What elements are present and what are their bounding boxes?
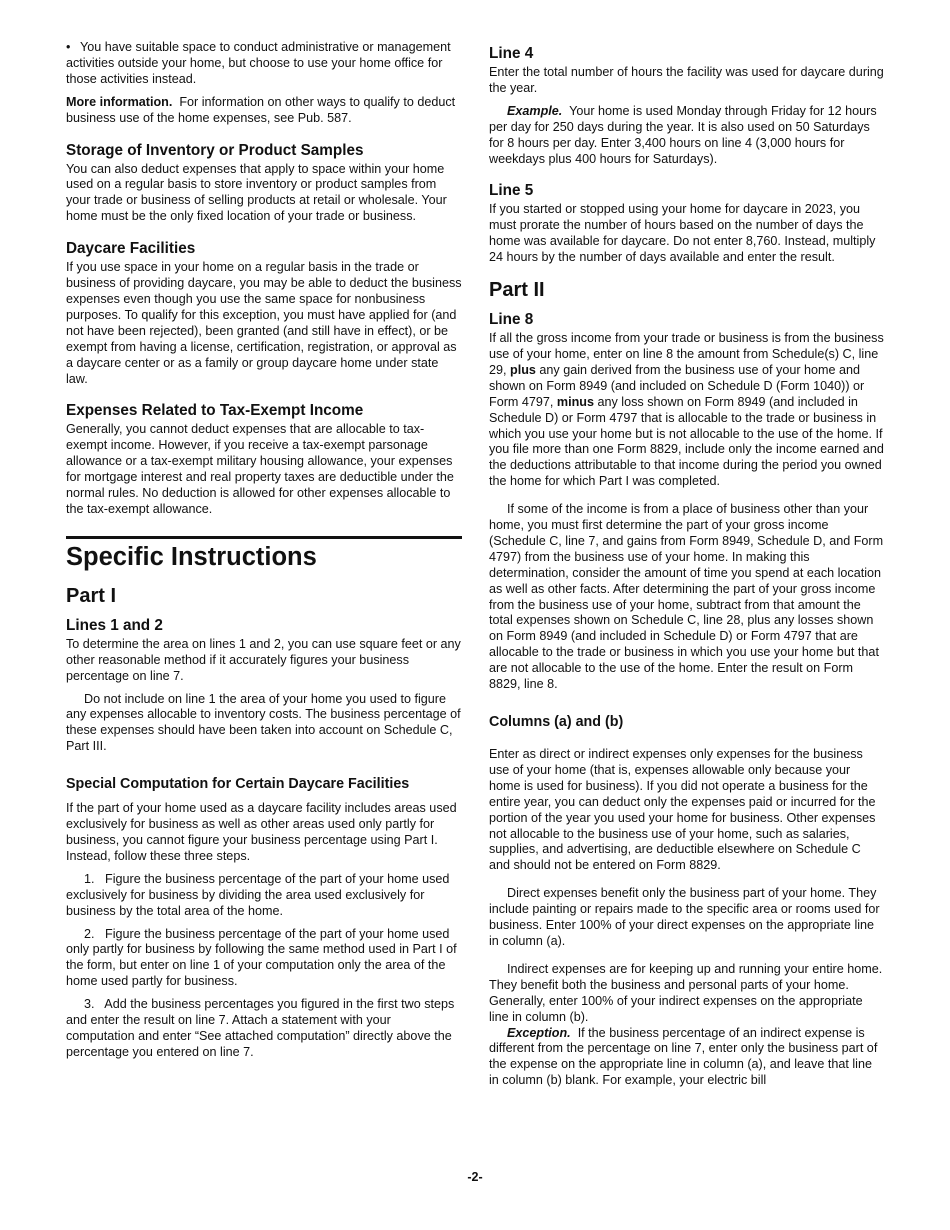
example-paragraph	[489, 104, 885, 168]
line-4-heading: Line 4	[489, 45, 534, 62]
step-3: 3. Add the business percentages you figured in the first two steps and enter the result on line 7. Attach a statement with your computation and enter “See attached computation” directly above the percentage you entered on line 7.	[66, 997, 455, 1059]
step-1: 1. Figure the business percentage of the part of your home used exclusively for business by dividing the area used exclusively for business by the total area of the home.	[66, 871, 450, 918]
lines-1-2-paragraph-1: To determine the area on lines 1 and 2, you can use square feet or any other reasonable method if it accurately figures your business percentage on line 7.	[66, 636, 461, 683]
special-computation-heading: Special Computation for Certain Daycare Facilities	[66, 776, 410, 793]
more-info-label: More information.	[66, 94, 173, 109]
part-ii-heading: Part II	[489, 279, 545, 302]
line-5-heading: Line 5	[489, 182, 534, 200]
storage-text: You can also deduct expenses that apply to space within your home used on a regular basis to store inventory or product samples from your trade or business of selling products at retail or wholesale. Your home must be the only fixed location of your trade or business.	[66, 161, 447, 224]
line-8-minus: minus	[556, 394, 594, 409]
example-text: Your home is used Monday through Friday for 12 hours per day for 250 days during the year. It is also used on 50 Saturdays for 8 hours per day. Enter 3,400 hours on line 4 (3,000 hours for weekdays plus 400 hours for Saturdays).	[489, 103, 877, 166]
line-8-heading: Line 8	[489, 311, 534, 329]
example-label: Example.	[507, 103, 563, 118]
lines-1-2-heading: Lines 1 and 2	[66, 616, 163, 634]
storage-heading: Storage of Inventory or Product Samples	[66, 141, 364, 159]
bullet-paragraph	[66, 40, 462, 88]
line-5-text: If you started or stopped using your home for daycare in 2023, you must prorate the number of hours based on the number of days the home was available for daycare. Do not enter 8,760. Instead, multiply 24 hours by the number of days available and enter the result.	[489, 202, 876, 265]
bullet-text: You have suitable space to conduct administrative or management activities outside your home, but choose to use your home office for those activities instead.	[66, 40, 451, 86]
line-8-paragraph-1	[489, 331, 885, 490]
columns-paragraph-2: Direct expenses benefit only the business part of your home. They include painting or repairs made to the specific area or rooms used for business. Enter 100% of your direct expenses on the appropriate line in column (a).	[489, 886, 880, 948]
step-2: 2. Figure the business percentage of the part of your home used only partly for business by following the same method used in Part I of the form, but enter on line 1 of your computation only the area of the home used partly for business.	[66, 926, 457, 989]
columns-heading: Columns (a) and (b)	[489, 714, 624, 730]
bullet-icon: •	[66, 40, 71, 54]
left-column	[66, 40, 462, 1061]
line-8-plus: plus	[510, 362, 536, 377]
columns-paragraph-1: Enter as direct or indirect expenses only expenses for the business use of your home (that is, expenses allowable only because your home is used for business). If you did not operate a business for the entire year, you can deduct only the expenses paid or incurred for the portion of the year you used your home for business. Other expenses not allocable to the business use of your home, such as salaries, supplies, and advertising, are deductible elsewhere on Schedule C and should not be entered on Form 8829.	[489, 747, 876, 873]
line-8-text-b: any gain derived from the business use of your home and shown on Form 8949 (and included on Schedule D (Form 1040)) or Form 4797,	[489, 362, 865, 409]
exception-paragraph	[489, 1026, 885, 1090]
columns-paragraph-3: Indirect expenses are for keeping up and running your entire home. They benefit both the business and personal parts of your home. Generally, enter 100% of your indirect expenses on the appropriate line in column (b).	[489, 961, 883, 1024]
line-8-text-c: any loss shown on Form 8949 (and included in Schedule D) or Form 4797 that is allocable to the trade or business in which you use your home but is not allocable to the use of the home. If you file more than one Form 8829, include only the income earned and the deductions attributable to that income during the period you owned the home for which Part I was completed.	[489, 394, 884, 489]
specific-instructions-heading: Specific Instructions	[66, 536, 462, 572]
more-info-text: For information on other ways to qualify to deduct business use of the home expenses, see Pub. 587.	[66, 94, 456, 125]
exception-text: If the business percentage of an indirect expense is different from the percentage on line 7, enter only the business part of the expense on the appropriate line in column (a), and leave that line in column (b) blank. For example, your electric bill	[489, 1025, 878, 1088]
line-8-paragraph-2: If some of the income is from a place of business other than your home, you must first determine the part of your gross income (Schedule C, line 7, and gains from Form 8949, Schedule D, and Form 4797) from the business use of your home. In making this determination, consider the amount of time you spend at each location as well as other facts. After determining the part of your gross income from the business use of your home, subtract from that amount the total expenses shown on Schedule C, line 28, plus any losses shown on Form 8949 (and included in Schedule D) or Form 4797 that are allocable to the trade or business in which you use your home but that are not allocable to the use of the home. Enter the result on Form 8829, line 8.	[489, 502, 884, 692]
taxexempt-heading: Expenses Related to Tax-Exempt Income	[66, 402, 364, 420]
more-info-paragraph	[66, 95, 462, 127]
line-4-text: Enter the total number of hours the facility was used for daycare during the year.	[489, 65, 884, 95]
special-computation-paragraph: If the part of your home used as a daycare facility includes areas used exclusively for business as well as other areas used only partly for business, you cannot figure your business percentage using Part I. Instead, follow these three steps.	[66, 801, 457, 863]
daycare-text: If you use space in your home on a regular basis in the trade or business of providing daycare, you may be able to deduct the business expenses even though you use the same space for nonbusiness purposes. To qualify for this exception, you must have applied for (and not have been rejected), been granted (and still have in effect), or be exempt from having a license, certification, registration, or approval as a daycare center or as a family or group daycare home under state law.	[66, 260, 462, 386]
taxexempt-text: Generally, you cannot deduct expenses that are allocable to tax-exempt income. However, if you receive a tax-exempt parsonage allowance or a tax-exempt military housing allowance, your expenses for mortgage interest and real property taxes are deductible under the normal rules. No deduction is allowed for other expenses allocable to the tax-exempt allowance.	[66, 422, 454, 516]
right-column	[489, 40, 885, 1089]
lines-1-2-paragraph-2: Do not include on line 1 the area of your home you used to figure any expenses allocable to inventory costs. The business percentage of these expenses should have been taken into account on Schedule C, Part III.	[66, 691, 461, 754]
daycare-heading: Daycare Facilities	[66, 240, 196, 258]
line-8-text-a: If all the gross income from your trade or business is from the business use of your home, enter on line 8 the amount from Schedule(s) C, line 29,	[489, 331, 884, 377]
part-i-heading: Part I	[66, 584, 117, 607]
exception-label: Exception.	[507, 1025, 571, 1040]
page-number: -2-	[467, 1170, 483, 1184]
